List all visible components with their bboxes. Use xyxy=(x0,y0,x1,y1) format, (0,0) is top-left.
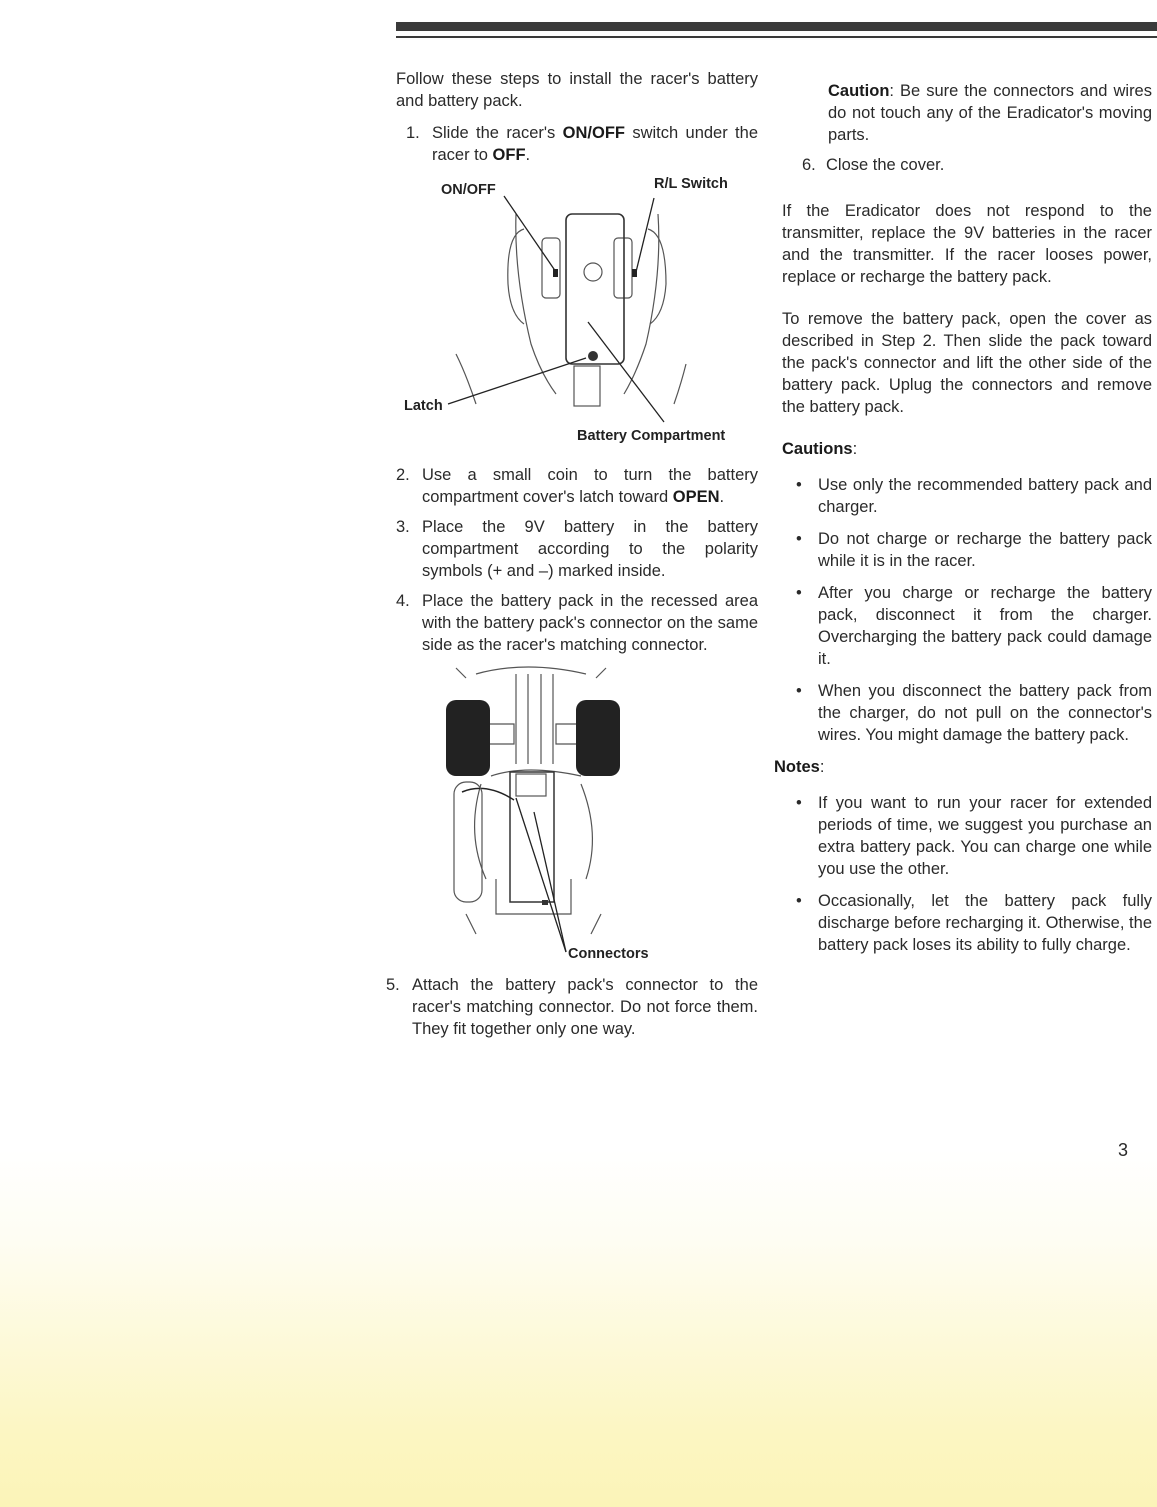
step-2 xyxy=(396,464,758,508)
list-item: • Use only the recommended battery pack and charger. xyxy=(782,474,1152,518)
bullet: • xyxy=(796,584,802,602)
paragraph-eradicator: If the Eradicator does not respond to the transmitter, replace the 9V batteries in the racer and the transmitter. If the racer looses power, replace or recharge the battery pack. xyxy=(782,202,1152,286)
step-text: Close the cover. xyxy=(826,156,945,174)
battery-compartment-cover xyxy=(566,214,624,364)
list-item: • When you disconnect the battery pack from the charger, do not pull on the connector's wires. You might damage the battery pack. xyxy=(782,680,1152,746)
chassis-outline-right xyxy=(624,214,659,394)
step-text: Place the battery pack in the recessed area with the battery pack's connector on the same side as the racer's matching connector. xyxy=(422,592,758,654)
step-1 xyxy=(396,122,758,166)
switch-housing-right xyxy=(614,238,632,298)
notes-heading: Notes: xyxy=(774,758,825,776)
page-bottom-tint xyxy=(0,1150,1157,1507)
list-item: • Occasionally, let the battery pack fully discharge before recharging it. Otherwise, the battery pack loses its ability to fully charge. xyxy=(782,890,1152,956)
label-onoff: ON/OFF xyxy=(441,182,496,198)
step-text: Place the 9V battery in the battery compartment according to the polarity symbols (+ and –) marked inside. xyxy=(422,518,758,580)
bottom-marks xyxy=(466,914,601,934)
switch-housing-left xyxy=(542,238,560,298)
step-number: 4. xyxy=(396,592,410,610)
latch-leader xyxy=(448,358,586,404)
step-number: 5. xyxy=(386,976,400,994)
battery-pack xyxy=(454,782,482,902)
caution-label: Caution xyxy=(828,82,890,100)
step-number: 6. xyxy=(802,156,816,174)
label-latch: Latch xyxy=(404,398,443,414)
battery-compartment-diagram xyxy=(396,174,758,454)
chassis-side-right xyxy=(581,784,592,879)
battery-connector-box xyxy=(516,774,546,796)
step-number: 1. xyxy=(406,124,420,142)
caution-note: Caution: Be sure the connectors and wires do not touch any of the Eradicator's moving parts. xyxy=(828,82,1152,144)
list-item: • After you charge or recharge the battery pack, disconnect it from the charger. Overcharging the battery pack could damage it. xyxy=(782,582,1152,670)
chassis-outline-left xyxy=(516,214,556,394)
bullet: • xyxy=(796,530,802,548)
header-rule-thick xyxy=(396,22,1157,31)
rear-body xyxy=(496,879,571,914)
onoff-bold: ON/OFF xyxy=(562,124,625,142)
chassis-side-left xyxy=(475,784,486,879)
step-4 xyxy=(396,590,758,656)
cautions-list xyxy=(782,474,1152,746)
step-5 xyxy=(386,974,758,1040)
label-battery-compartment: Battery Compartment xyxy=(577,428,726,444)
label-connectors: Connectors xyxy=(568,946,649,962)
list-item: • Do not charge or recharge the battery pack while it is in the racer. xyxy=(782,528,1152,572)
latch xyxy=(588,351,598,361)
rl-leader xyxy=(636,198,654,272)
connector-leader-2 xyxy=(534,812,566,952)
notes-list xyxy=(782,792,1152,956)
step-3 xyxy=(396,516,758,582)
connectors-diagram xyxy=(396,664,758,964)
cover-screw xyxy=(584,263,602,281)
step-6 xyxy=(782,154,1152,176)
open-bold: OPEN xyxy=(672,488,720,506)
step-text: Attach the battery pack's connector to the racer's matching connector. Do not force them. They fit together only one way. xyxy=(412,976,758,1038)
step-text: Use a small coin to turn the battery compartment cover's latch toward OPEN. xyxy=(422,466,758,506)
wheel-right xyxy=(576,700,620,776)
connector-leader-1 xyxy=(516,798,566,952)
step-number: 2. xyxy=(396,466,410,484)
right-column xyxy=(774,80,1152,966)
onoff-leader xyxy=(504,196,556,272)
header-rule-thin xyxy=(396,36,1157,38)
chassis-line-2 xyxy=(674,364,686,404)
off-bold: OFF xyxy=(492,146,526,164)
chassis-arc xyxy=(491,770,581,776)
intro-text: Follow these steps to install the racer's battery and battery pack. xyxy=(396,70,758,110)
paragraph-remove-battery: To remove the battery pack, open the cover as described in Step 2. Then slide the pack toward the pack's connector and lift the other side of the battery pack. Uplug the connectors and remove the battery pack. xyxy=(782,310,1152,416)
step-text: Slide the racer's ON/OFF switch under the racer to OFF. xyxy=(432,124,758,164)
cautions-heading: Cautions: xyxy=(782,440,858,458)
bullet: • xyxy=(796,476,802,494)
rear-post xyxy=(574,366,600,406)
list-item: • If you want to run your racer for extended periods of time, we suggest you purchase an extra battery pack. You can charge one while you use the other. xyxy=(782,792,1152,880)
rear-connector xyxy=(542,900,548,905)
left-column xyxy=(386,68,758,1048)
chassis-line xyxy=(456,354,476,404)
bullet: • xyxy=(796,682,802,700)
bullet: • xyxy=(796,794,802,812)
label-rl-switch: R/L Switch xyxy=(654,176,728,192)
page-number: 3 xyxy=(1118,1140,1129,1160)
wheel-left xyxy=(446,700,490,776)
front-arc xyxy=(476,667,586,674)
step-number: 3. xyxy=(396,518,410,536)
connector-wire xyxy=(462,788,514,800)
axle-left xyxy=(488,724,514,744)
bullet: • xyxy=(796,892,802,910)
